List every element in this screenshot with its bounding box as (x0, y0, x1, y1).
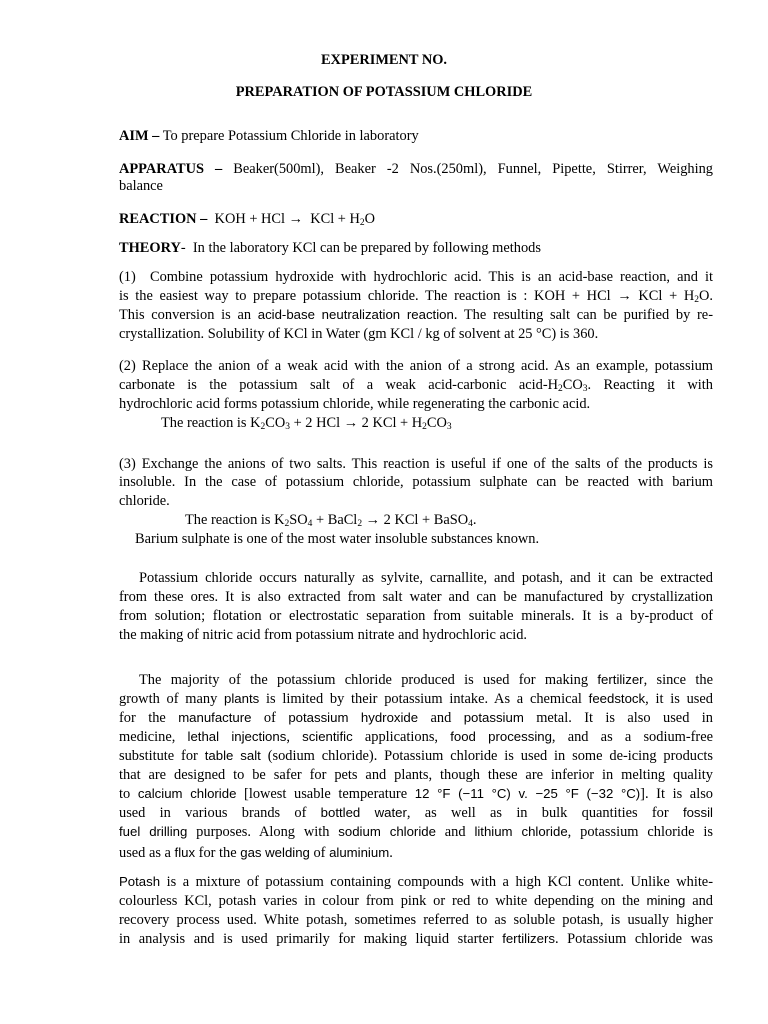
apparatus-line-2 (119, 177, 713, 195)
text-segment: chloride. (119, 493, 170, 509)
theory-label: THEORY (119, 240, 181, 256)
text-segment: purposes. Along with (187, 824, 339, 840)
uses-line-5 (119, 747, 713, 765)
uses-line-3 (119, 709, 713, 727)
text-segment: . (472, 512, 477, 528)
subscript: 3 (285, 422, 290, 432)
method2-line-3 (119, 395, 713, 413)
text-segment: medicine, (119, 729, 188, 745)
potash-link: Potash (119, 874, 161, 889)
text-segment: from solution; flotation or electrostatic separation from suitable minerals. It is a by-product of (119, 608, 713, 624)
keyword-link: gas welding (240, 845, 310, 860)
subscript: 2 (359, 218, 365, 228)
text-segment: PREPARATION OF POTASSIUM CHLORIDE (235, 84, 533, 100)
method2-line-1 (119, 357, 713, 375)
text-segment: for the (195, 845, 241, 861)
uses-line-10 (119, 844, 713, 862)
text-segment: in analysis and is used primarily for making liquid starter (119, 931, 503, 947)
apparatus-text: Beaker(500ml), Beaker -2 Nos.(250ml), Funnel, Pipette, Stirrer, Weighing (222, 161, 713, 177)
text-segment: of (251, 710, 289, 726)
text-segment: KOH + HCl → KCl + H (207, 211, 360, 227)
subscript: 2 (558, 384, 563, 394)
method2-equation (161, 414, 721, 432)
table-salt-link: table salt (204, 748, 261, 763)
subscript: 4 (307, 519, 313, 529)
text-segment: This conversion is an (119, 307, 258, 323)
keyword-link: manufacture (178, 710, 252, 725)
text-segment: , since the (643, 672, 713, 688)
aim-text: To prepare Potassium Chloride in laboratory (159, 128, 419, 144)
text-segment: and (435, 824, 475, 840)
text-segment: . (389, 845, 393, 861)
plants-link: plants (224, 691, 260, 706)
reaction-line (119, 210, 713, 228)
text-segment: [lowest usable temperature (236, 786, 415, 802)
text-segment: is limited by their potassium intake. As a chemical (259, 691, 589, 707)
text-segment: , (286, 729, 303, 745)
text-segment: The majority of the potassium chloride produced is used for making (139, 672, 598, 688)
feedstock-link: feedstock (588, 691, 646, 706)
text-segment: applications, (352, 729, 451, 745)
subscript: 3 (582, 384, 588, 394)
uses-line-1 (139, 671, 713, 689)
text-segment: CO (426, 415, 447, 431)
text-segment: (1) Combine potassium hydroxide with hydrochloric acid. This is an acid-base reaction, and it (119, 269, 713, 285)
text-segment: (2) Replace the anion of a weak acid with the anion of a strong acid. As an example, potassium (119, 358, 713, 374)
fertilizer-link: fertilizer (597, 672, 644, 687)
text-segment: + BaCl (312, 512, 358, 528)
text-segment: crystallization. Solubility of KCl in Water (gm KCl / kg of solvent at 25 °C) is 360. (119, 326, 599, 342)
text-segment: , potassium chloride is (567, 824, 713, 840)
text-segment: → 2 KCl + BaSO (362, 512, 469, 528)
text-segment: hydrochloric acid forms potassium chloride, while regenerating the carbonic acid. (119, 396, 591, 412)
fertilizers-link: fertilizers (502, 931, 555, 946)
uses-line-8 (119, 804, 713, 822)
text-segment: . The resulting salt can be purified by re- (453, 307, 713, 323)
text-segment: carbonate is the potassium salt of a weak acid-carbonic acid-H (119, 377, 559, 393)
uses-line-9 (119, 823, 713, 841)
uses-line-6 (119, 766, 713, 784)
method1-line-1 (119, 268, 713, 286)
text-segment: , it is used (645, 691, 713, 707)
method3-equation (185, 511, 715, 529)
occurrence-line-3 (119, 607, 713, 625)
keyword-link: fuel drilling (119, 824, 188, 839)
subscript: 3 (446, 422, 452, 432)
text-segment: CO (265, 415, 286, 431)
method3-note (135, 530, 715, 548)
text-segment: and (685, 893, 713, 909)
reaction-label: REACTION – (119, 211, 208, 227)
text-segment: used as a (119, 845, 175, 861)
subscript: 2 (422, 422, 427, 432)
text-segment: metal. It is also used in (523, 710, 713, 726)
keyword-link: scientific (302, 729, 353, 744)
occurrence-line-1 (139, 569, 713, 587)
keyword-link: potassium (463, 710, 524, 725)
text-segment: O (364, 211, 376, 227)
text-segment: . Reacting it with (587, 377, 713, 393)
mining-link: mining (646, 893, 686, 908)
potash-line-2 (119, 892, 713, 910)
text-segment: is the easiest way to prepare potassium chloride. The reaction is : KOH + HCl → KCl + H (119, 288, 695, 304)
experiment-number (0, 51, 768, 69)
text-segment: insoluble. In the case of potassium chloride, potassium sulphate can be reacted with barium (119, 474, 713, 490)
uses-line-4 (119, 728, 713, 746)
text-segment: Barium sulphate is one of the most water insoluble substances known. (135, 531, 540, 547)
method3-line-1 (119, 455, 713, 473)
potash-line-3 (119, 911, 713, 929)
uses-line-2 (119, 690, 713, 708)
keyword-link: lithium chloride (474, 824, 568, 839)
potash-line-4 (119, 930, 713, 948)
text-segment: that are designed to be safer for pets and plants, though these are inferior in melting quality (119, 767, 713, 783)
apparatus-label: APPARATUS – (119, 161, 223, 177)
text-segment: , and as a sodium-free (551, 729, 713, 745)
subscript: 2 (284, 519, 290, 529)
text-segment: The reaction is K (185, 512, 285, 528)
text-segment: , as well as in bulk quantities for (406, 805, 683, 821)
potash-line-1 (119, 873, 713, 891)
subscript: 2 (694, 295, 699, 305)
keyword-link: food processing (450, 729, 552, 744)
aim-label: AIM – (119, 128, 160, 144)
keyword-link: bottled water (320, 805, 407, 820)
text-segment: . Potassium chloride was (554, 931, 714, 947)
method3-line-2 (119, 473, 713, 491)
text-segment: the making of nitric acid from potassium nitrate and hydrochloric acid. (119, 627, 528, 643)
text-segment: SO (289, 512, 308, 528)
text-segment: ]. It is also (640, 786, 713, 802)
method1-line-4 (119, 325, 713, 343)
subscript: 2 (260, 422, 266, 432)
subscript: 2 (357, 519, 363, 529)
occurrence-line-2 (119, 588, 713, 606)
theory-line (119, 239, 713, 257)
keyword-link: flux (174, 845, 196, 860)
text-segment: (3) Exchange the anions of two salts. This reaction is useful if one of the salts of the products is (119, 456, 713, 472)
method2-line-2 (119, 376, 713, 394)
text-segment: balance (119, 178, 163, 194)
text-segment: of (309, 845, 330, 861)
uses-line-7 (119, 785, 713, 803)
text-segment: (sodium chloride). Potassium chloride is used in some de-icing products (260, 748, 713, 764)
calcium-chloride-link: calcium chloride (137, 786, 237, 801)
text-segment: and (418, 710, 464, 726)
text-segment: O. (699, 288, 713, 304)
occurrence-line-4 (119, 626, 713, 644)
text-segment: from these ores. It is also extracted from salt water and can be manufactured by crystallization (119, 589, 713, 605)
text-segment: is a mixture of potassium containing compounds with a high KCl content. Unlike white- (160, 874, 713, 890)
text-segment: - In the laboratory KCl can be prepared by following methods (180, 240, 541, 256)
text-segment: The reaction is K (161, 415, 261, 431)
text-segment: Potassium chloride occurs naturally as sylvite, carnallite, and potash, and it can be extracted (139, 570, 713, 586)
text-segment: + 2 HCl → 2 KCl + H (290, 415, 423, 431)
text-segment: CO (562, 377, 583, 393)
temperature-value: 12 °F (−11 °C) v. −25 °F (−32 °C) (414, 786, 641, 801)
text-segment: growth of many (119, 691, 225, 707)
keyword-link: sodium chloride (338, 824, 436, 839)
text-segment: recovery process used. White potash, sometimes referred to as soluble potash, is usually higher (119, 912, 713, 928)
page-title (0, 83, 768, 101)
keyword-link: aluminium (329, 845, 390, 860)
text-segment: to (119, 786, 138, 802)
apparatus-line-1 (119, 160, 713, 178)
subscript: 4 (468, 519, 473, 529)
method1-line-3 (119, 306, 713, 324)
text-segment: EXPERIMENT NO. (320, 52, 448, 68)
text-segment: colourless KCl, potash varies in colour from pink or red to white depending on the (119, 893, 647, 909)
keyword-link: lethal injections (187, 729, 287, 744)
text-segment: for the (119, 710, 179, 726)
keyword-link: fossil (682, 805, 713, 820)
method1-line-2 (119, 287, 713, 305)
text-segment: used in various brands of (119, 805, 321, 821)
acid-base-neutralization-link: acid-base neutralization reaction (257, 307, 454, 322)
keyword-link: potassium hydroxide (288, 710, 419, 725)
text-segment: substitute for (119, 748, 205, 764)
method3-line-3 (119, 492, 713, 510)
aim-line (119, 127, 713, 145)
